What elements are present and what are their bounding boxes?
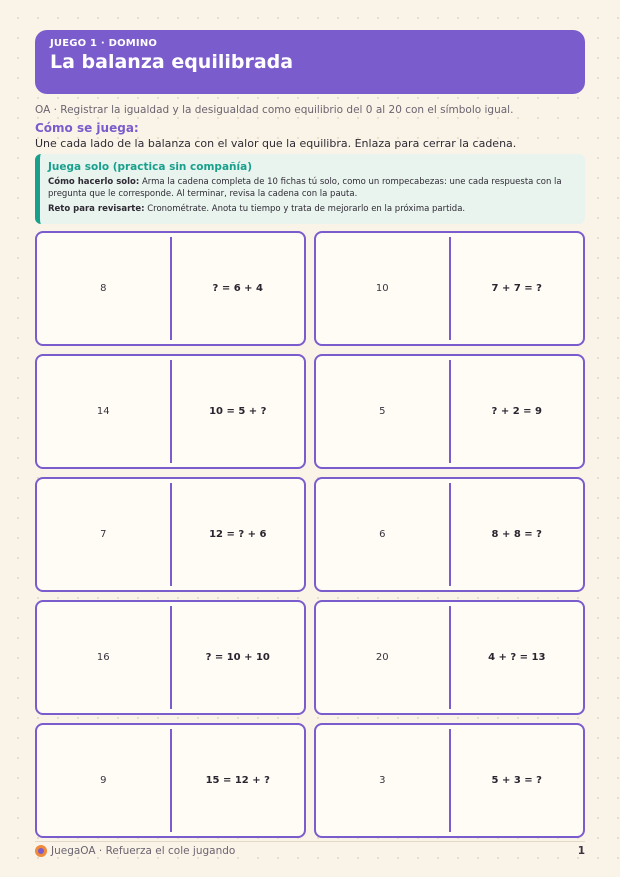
domino-tile xyxy=(314,231,585,346)
domino-tile xyxy=(314,723,585,838)
domino-tile xyxy=(35,723,306,838)
domino-value: 6 xyxy=(379,529,386,540)
solo-title: Juega solo (practica sin compañía) xyxy=(48,161,252,173)
domino-value: 14 xyxy=(96,406,110,417)
solo-how-label: Cómo hacerlo solo: xyxy=(48,177,140,187)
learning-objective: OA · Registrar la igualdad y la desigualdad como equilibrio del 0 al 20 con el símbolo igual. xyxy=(35,104,514,116)
domino-equation: 7 + 7 = ? xyxy=(491,283,542,294)
domino-equation: 12 = ? + 6 xyxy=(209,529,267,540)
domino-tile xyxy=(35,231,306,346)
solo-play-box xyxy=(35,154,585,224)
domino-value: 7 xyxy=(100,529,107,540)
solo-challenge-label: Reto para revisarte: xyxy=(48,204,145,214)
domino-grid xyxy=(35,231,585,838)
solo-challenge-paragraph xyxy=(48,203,575,215)
solo-challenge-text: Cronométrate. Anota tu tiempo y trata de mejorarlo en la próxima partida. xyxy=(147,204,466,214)
domino-tile xyxy=(314,354,585,469)
game-kicker: JUEGO 1 · DOMINO xyxy=(50,38,158,49)
domino-equation: 15 = 12 + ? xyxy=(205,775,270,786)
domino-equation: ? + 2 = 9 xyxy=(491,406,542,417)
domino-value: 9 xyxy=(100,775,107,786)
domino-tile xyxy=(314,600,585,715)
solo-how-paragraph xyxy=(48,176,575,200)
footer-brand: JuegaOA · Refuerza el cole jugando xyxy=(51,845,236,857)
domino-equation: 10 = 5 + ? xyxy=(209,406,267,417)
domino-equation: 8 + 8 = ? xyxy=(491,529,542,540)
title-banner xyxy=(35,30,585,94)
domino-tile xyxy=(35,354,306,469)
domino-value: 10 xyxy=(375,283,389,294)
domino-value: 8 xyxy=(100,283,107,294)
how-to-title: Cómo se juega: xyxy=(35,121,139,135)
domino-equation: 5 + 3 = ? xyxy=(491,775,542,786)
domino-equation: ? = 6 + 4 xyxy=(212,283,263,294)
juegaoa-logo-icon xyxy=(35,845,47,857)
footer-divider xyxy=(35,841,585,842)
domino-tile xyxy=(35,477,306,592)
domino-tile xyxy=(35,600,306,715)
domino-value: 20 xyxy=(375,652,389,663)
domino-equation: 4 + ? = 13 xyxy=(488,652,546,663)
footer xyxy=(35,843,585,859)
solo-how-text: Arma la cadena completa de 10 fichas tú solo, como un rompecabezas: une cada respuesta con la pregunta que le corresponde. Al terminar, revisa la cadena con la pauta. xyxy=(48,177,562,199)
domino-value: 3 xyxy=(379,775,386,786)
page-title: La balanza equilibrada xyxy=(50,51,294,73)
domino-equation: ? = 10 + 10 xyxy=(205,652,270,663)
domino-value: 5 xyxy=(379,406,386,417)
page-number: 1 xyxy=(577,845,585,857)
domino-value: 16 xyxy=(96,652,110,663)
how-to-text: Une cada lado de la balanza con el valor que la equilibra. Enlaza para cerrar la cadena. xyxy=(35,137,517,150)
domino-tile xyxy=(314,477,585,592)
